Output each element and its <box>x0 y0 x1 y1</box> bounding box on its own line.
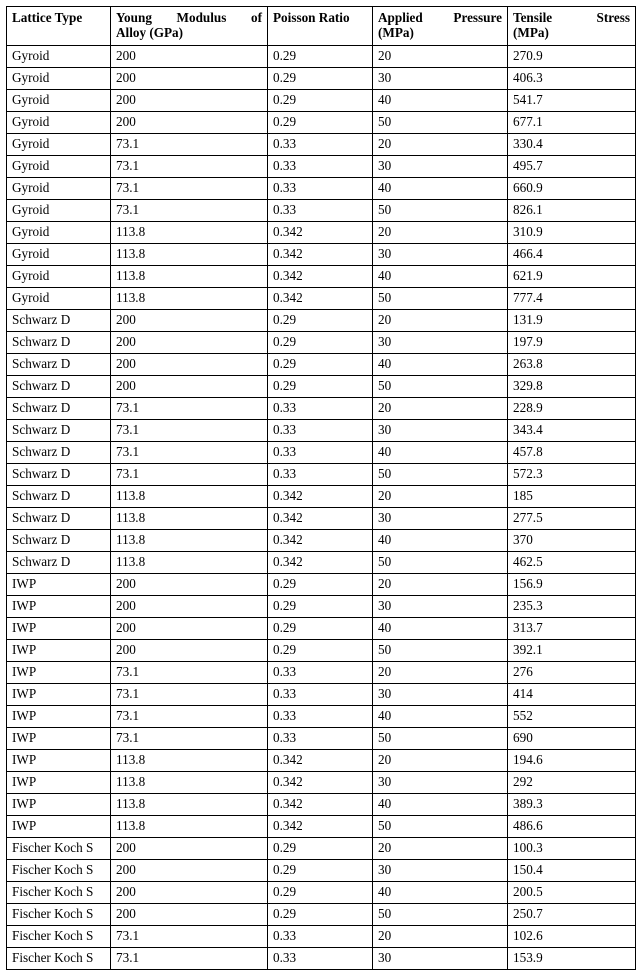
cell-lattice-type: Schwarz D <box>7 464 111 486</box>
cell-lattice-type: Fischer Koch S <box>7 904 111 926</box>
cell-lattice-type: Schwarz D <box>7 420 111 442</box>
cell-poisson-ratio: 0.29 <box>268 640 373 662</box>
table-row <box>7 354 636 376</box>
cell-applied-pressure: 20 <box>373 222 508 244</box>
cell-young-modulus: 200 <box>111 596 268 618</box>
cell-young-modulus: 200 <box>111 112 268 134</box>
cell-applied-pressure: 40 <box>373 266 508 288</box>
cell-tensile-stress: 389.3 <box>508 794 636 816</box>
cell-applied-pressure: 50 <box>373 200 508 222</box>
cell-young-modulus: 73.1 <box>111 926 268 948</box>
cell-tensile-stress: 370 <box>508 530 636 552</box>
cell-poisson-ratio: 0.342 <box>268 486 373 508</box>
cell-applied-pressure: 30 <box>373 156 508 178</box>
table-row <box>7 750 636 772</box>
cell-young-modulus: 113.8 <box>111 508 268 530</box>
cell-tensile-stress: 194.6 <box>508 750 636 772</box>
cell-tensile-stress: 277.5 <box>508 508 636 530</box>
cell-poisson-ratio: 0.29 <box>268 46 373 68</box>
cell-lattice-type: IWP <box>7 794 111 816</box>
cell-young-modulus: 73.1 <box>111 156 268 178</box>
cell-tensile-stress: 156.9 <box>508 574 636 596</box>
cell-applied-pressure: 50 <box>373 640 508 662</box>
cell-tensile-stress: 197.9 <box>508 332 636 354</box>
cell-lattice-type: IWP <box>7 728 111 750</box>
cell-applied-pressure: 40 <box>373 530 508 552</box>
cell-lattice-type: IWP <box>7 640 111 662</box>
cell-tensile-stress: 392.1 <box>508 640 636 662</box>
cell-lattice-type: Schwarz D <box>7 508 111 530</box>
cell-lattice-type: Fischer Koch S <box>7 860 111 882</box>
cell-poisson-ratio: 0.29 <box>268 354 373 376</box>
cell-lattice-type: Schwarz D <box>7 376 111 398</box>
cell-tensile-stress: 100.3 <box>508 838 636 860</box>
cell-applied-pressure: 30 <box>373 948 508 970</box>
header-row <box>7 7 636 46</box>
cell-poisson-ratio: 0.29 <box>268 882 373 904</box>
cell-young-modulus: 113.8 <box>111 530 268 552</box>
cell-applied-pressure: 50 <box>373 904 508 926</box>
table-row <box>7 816 636 838</box>
cell-young-modulus: 200 <box>111 838 268 860</box>
cell-lattice-type: IWP <box>7 596 111 618</box>
cell-applied-pressure: 40 <box>373 794 508 816</box>
cell-poisson-ratio: 0.342 <box>268 244 373 266</box>
cell-young-modulus: 113.8 <box>111 266 268 288</box>
table-row <box>7 178 636 200</box>
cell-young-modulus: 200 <box>111 882 268 904</box>
cell-young-modulus: 113.8 <box>111 244 268 266</box>
table-row <box>7 772 636 794</box>
cell-poisson-ratio: 0.29 <box>268 574 373 596</box>
cell-young-modulus: 113.8 <box>111 486 268 508</box>
cell-applied-pressure: 40 <box>373 178 508 200</box>
cell-lattice-type: IWP <box>7 574 111 596</box>
cell-tensile-stress: 310.9 <box>508 222 636 244</box>
cell-tensile-stress: 552 <box>508 706 636 728</box>
cell-young-modulus: 200 <box>111 90 268 112</box>
table-row <box>7 310 636 332</box>
cell-young-modulus: 113.8 <box>111 794 268 816</box>
cell-young-modulus: 73.1 <box>111 420 268 442</box>
cell-poisson-ratio: 0.29 <box>268 112 373 134</box>
table-row <box>7 574 636 596</box>
cell-poisson-ratio: 0.33 <box>268 728 373 750</box>
cell-young-modulus: 200 <box>111 618 268 640</box>
cell-applied-pressure: 50 <box>373 112 508 134</box>
cell-tensile-stress: 200.5 <box>508 882 636 904</box>
cell-applied-pressure: 40 <box>373 706 508 728</box>
cell-lattice-type: IWP <box>7 618 111 640</box>
cell-tensile-stress: 406.3 <box>508 68 636 90</box>
cell-applied-pressure: 40 <box>373 618 508 640</box>
data-table <box>6 6 636 970</box>
cell-tensile-stress: 660.9 <box>508 178 636 200</box>
table-row <box>7 46 636 68</box>
cell-applied-pressure: 30 <box>373 244 508 266</box>
table-row <box>7 442 636 464</box>
cell-applied-pressure: 40 <box>373 354 508 376</box>
cell-applied-pressure: 40 <box>373 882 508 904</box>
table-row <box>7 200 636 222</box>
table-row <box>7 244 636 266</box>
cell-applied-pressure: 40 <box>373 442 508 464</box>
cell-applied-pressure: 20 <box>373 750 508 772</box>
cell-applied-pressure: 20 <box>373 662 508 684</box>
table-row <box>7 706 636 728</box>
cell-poisson-ratio: 0.33 <box>268 662 373 684</box>
cell-applied-pressure: 30 <box>373 332 508 354</box>
table-row <box>7 156 636 178</box>
cell-applied-pressure: 50 <box>373 288 508 310</box>
table-row <box>7 640 636 662</box>
table-row <box>7 552 636 574</box>
cell-young-modulus: 200 <box>111 640 268 662</box>
cell-applied-pressure: 30 <box>373 596 508 618</box>
cell-lattice-type: Fischer Koch S <box>7 838 111 860</box>
cell-lattice-type: Gyroid <box>7 266 111 288</box>
cell-lattice-type: Gyroid <box>7 244 111 266</box>
cell-poisson-ratio: 0.33 <box>268 464 373 486</box>
table-body <box>7 46 636 970</box>
cell-poisson-ratio: 0.33 <box>268 134 373 156</box>
cell-young-modulus: 200 <box>111 860 268 882</box>
cell-young-modulus: 73.1 <box>111 728 268 750</box>
cell-lattice-type: Gyroid <box>7 288 111 310</box>
cell-poisson-ratio: 0.342 <box>268 222 373 244</box>
table-row <box>7 222 636 244</box>
cell-poisson-ratio: 0.33 <box>268 442 373 464</box>
cell-tensile-stress: 462.5 <box>508 552 636 574</box>
cell-young-modulus: 200 <box>111 68 268 90</box>
cell-tensile-stress: 292 <box>508 772 636 794</box>
table-header <box>7 7 636 46</box>
cell-poisson-ratio: 0.33 <box>268 926 373 948</box>
cell-applied-pressure: 30 <box>373 684 508 706</box>
table-row <box>7 134 636 156</box>
cell-lattice-type: Gyroid <box>7 156 111 178</box>
cell-young-modulus: 73.1 <box>111 178 268 200</box>
cell-lattice-type: IWP <box>7 706 111 728</box>
table-row <box>7 618 636 640</box>
cell-young-modulus: 73.1 <box>111 706 268 728</box>
cell-tensile-stress: 343.4 <box>508 420 636 442</box>
cell-young-modulus: 200 <box>111 354 268 376</box>
cell-young-modulus: 113.8 <box>111 288 268 310</box>
cell-lattice-type: IWP <box>7 750 111 772</box>
cell-applied-pressure: 50 <box>373 816 508 838</box>
cell-poisson-ratio: 0.29 <box>268 310 373 332</box>
table-row <box>7 508 636 530</box>
cell-lattice-type: IWP <box>7 662 111 684</box>
cell-applied-pressure: 50 <box>373 728 508 750</box>
cell-tensile-stress: 153.9 <box>508 948 636 970</box>
cell-tensile-stress: 131.9 <box>508 310 636 332</box>
cell-poisson-ratio: 0.33 <box>268 398 373 420</box>
cell-lattice-type: IWP <box>7 772 111 794</box>
cell-young-modulus: 113.8 <box>111 222 268 244</box>
cell-poisson-ratio: 0.29 <box>268 332 373 354</box>
cell-young-modulus: 113.8 <box>111 816 268 838</box>
cell-poisson-ratio: 0.342 <box>268 266 373 288</box>
cell-young-modulus: 200 <box>111 332 268 354</box>
cell-poisson-ratio: 0.33 <box>268 684 373 706</box>
cell-lattice-type: IWP <box>7 684 111 706</box>
cell-lattice-type: Schwarz D <box>7 530 111 552</box>
cell-young-modulus: 200 <box>111 574 268 596</box>
header-applied-pressure: Applied Pressure (MPa) <box>373 7 508 46</box>
cell-young-modulus: 73.1 <box>111 464 268 486</box>
cell-young-modulus: 73.1 <box>111 134 268 156</box>
cell-lattice-type: Schwarz D <box>7 354 111 376</box>
cell-applied-pressure: 20 <box>373 926 508 948</box>
cell-young-modulus: 200 <box>111 376 268 398</box>
cell-tensile-stress: 263.8 <box>508 354 636 376</box>
cell-applied-pressure: 50 <box>373 464 508 486</box>
cell-lattice-type: Gyroid <box>7 112 111 134</box>
cell-tensile-stress: 270.9 <box>508 46 636 68</box>
table-row <box>7 288 636 310</box>
table-row <box>7 926 636 948</box>
cell-poisson-ratio: 0.29 <box>268 904 373 926</box>
cell-young-modulus: 73.1 <box>111 684 268 706</box>
cell-tensile-stress: 541.7 <box>508 90 636 112</box>
cell-poisson-ratio: 0.342 <box>268 794 373 816</box>
cell-lattice-type: Gyroid <box>7 46 111 68</box>
cell-poisson-ratio: 0.29 <box>268 860 373 882</box>
table-row <box>7 838 636 860</box>
cell-poisson-ratio: 0.342 <box>268 816 373 838</box>
table-row <box>7 398 636 420</box>
cell-tensile-stress: 329.8 <box>508 376 636 398</box>
cell-tensile-stress: 228.9 <box>508 398 636 420</box>
cell-tensile-stress: 102.6 <box>508 926 636 948</box>
cell-poisson-ratio: 0.29 <box>268 376 373 398</box>
table-row <box>7 530 636 552</box>
cell-tensile-stress: 777.4 <box>508 288 636 310</box>
table-row <box>7 596 636 618</box>
cell-young-modulus: 113.8 <box>111 772 268 794</box>
cell-tensile-stress: 313.7 <box>508 618 636 640</box>
cell-lattice-type: Gyroid <box>7 178 111 200</box>
cell-tensile-stress: 414 <box>508 684 636 706</box>
cell-young-modulus: 73.1 <box>111 662 268 684</box>
cell-tensile-stress: 486.6 <box>508 816 636 838</box>
table-row <box>7 882 636 904</box>
table-row <box>7 376 636 398</box>
cell-lattice-type: Fischer Koch S <box>7 948 111 970</box>
cell-young-modulus: 200 <box>111 46 268 68</box>
cell-poisson-ratio: 0.29 <box>268 838 373 860</box>
cell-lattice-type: Gyroid <box>7 90 111 112</box>
cell-poisson-ratio: 0.33 <box>268 156 373 178</box>
cell-applied-pressure: 20 <box>373 486 508 508</box>
table-row <box>7 486 636 508</box>
cell-tensile-stress: 276 <box>508 662 636 684</box>
header-poisson-ratio: Poisson Ratio <box>268 7 373 46</box>
cell-tensile-stress: 677.1 <box>508 112 636 134</box>
table-row <box>7 266 636 288</box>
header-tensile-stress: Tensile Stress (MPa) <box>508 7 636 46</box>
cell-young-modulus: 200 <box>111 904 268 926</box>
cell-young-modulus: 113.8 <box>111 552 268 574</box>
cell-poisson-ratio: 0.29 <box>268 618 373 640</box>
cell-young-modulus: 73.1 <box>111 948 268 970</box>
table-row <box>7 68 636 90</box>
cell-applied-pressure: 20 <box>373 134 508 156</box>
cell-lattice-type: Fischer Koch S <box>7 926 111 948</box>
cell-applied-pressure: 50 <box>373 376 508 398</box>
cell-applied-pressure: 20 <box>373 398 508 420</box>
cell-young-modulus: 73.1 <box>111 398 268 420</box>
cell-applied-pressure: 20 <box>373 46 508 68</box>
cell-tensile-stress: 621.9 <box>508 266 636 288</box>
table-row <box>7 112 636 134</box>
cell-applied-pressure: 30 <box>373 68 508 90</box>
table-row <box>7 860 636 882</box>
table-row <box>7 728 636 750</box>
cell-applied-pressure: 20 <box>373 574 508 596</box>
cell-applied-pressure: 40 <box>373 90 508 112</box>
cell-poisson-ratio: 0.33 <box>268 178 373 200</box>
cell-applied-pressure: 30 <box>373 860 508 882</box>
cell-tensile-stress: 690 <box>508 728 636 750</box>
cell-tensile-stress: 826.1 <box>508 200 636 222</box>
cell-lattice-type: Schwarz D <box>7 398 111 420</box>
cell-applied-pressure: 20 <box>373 838 508 860</box>
cell-lattice-type: Schwarz D <box>7 442 111 464</box>
cell-poisson-ratio: 0.33 <box>268 200 373 222</box>
table-row <box>7 904 636 926</box>
table-row <box>7 464 636 486</box>
cell-tensile-stress: 572.3 <box>508 464 636 486</box>
cell-applied-pressure: 30 <box>373 508 508 530</box>
cell-young-modulus: 113.8 <box>111 750 268 772</box>
cell-applied-pressure: 20 <box>373 310 508 332</box>
cell-lattice-type: Schwarz D <box>7 552 111 574</box>
cell-lattice-type: Fischer Koch S <box>7 882 111 904</box>
cell-tensile-stress: 235.3 <box>508 596 636 618</box>
cell-applied-pressure: 30 <box>373 420 508 442</box>
table-row <box>7 684 636 706</box>
cell-lattice-type: Gyroid <box>7 200 111 222</box>
cell-poisson-ratio: 0.342 <box>268 288 373 310</box>
cell-poisson-ratio: 0.29 <box>268 68 373 90</box>
header-lattice-type: Lattice Type <box>7 7 111 46</box>
table-row <box>7 420 636 442</box>
cell-tensile-stress: 250.7 <box>508 904 636 926</box>
cell-lattice-type: Schwarz D <box>7 332 111 354</box>
cell-lattice-type: Gyroid <box>7 68 111 90</box>
table-row <box>7 794 636 816</box>
cell-lattice-type: Schwarz D <box>7 486 111 508</box>
cell-poisson-ratio: 0.342 <box>268 552 373 574</box>
cell-young-modulus: 200 <box>111 310 268 332</box>
cell-tensile-stress: 330.4 <box>508 134 636 156</box>
cell-tensile-stress: 150.4 <box>508 860 636 882</box>
cell-tensile-stress: 495.7 <box>508 156 636 178</box>
cell-lattice-type: Gyroid <box>7 222 111 244</box>
cell-lattice-type: IWP <box>7 816 111 838</box>
table-row <box>7 662 636 684</box>
cell-poisson-ratio: 0.342 <box>268 530 373 552</box>
cell-poisson-ratio: 0.342 <box>268 750 373 772</box>
cell-poisson-ratio: 0.29 <box>268 596 373 618</box>
cell-tensile-stress: 466.4 <box>508 244 636 266</box>
cell-tensile-stress: 185 <box>508 486 636 508</box>
cell-young-modulus: 73.1 <box>111 200 268 222</box>
cell-poisson-ratio: 0.342 <box>268 508 373 530</box>
cell-applied-pressure: 30 <box>373 772 508 794</box>
header-young-modulus: Young Modulus of Alloy (GPa) <box>111 7 268 46</box>
cell-applied-pressure: 50 <box>373 552 508 574</box>
cell-poisson-ratio: 0.33 <box>268 706 373 728</box>
cell-lattice-type: Schwarz D <box>7 310 111 332</box>
table-row <box>7 90 636 112</box>
cell-poisson-ratio: 0.342 <box>268 772 373 794</box>
cell-lattice-type: Gyroid <box>7 134 111 156</box>
table-row <box>7 948 636 970</box>
cell-tensile-stress: 457.8 <box>508 442 636 464</box>
cell-poisson-ratio: 0.29 <box>268 90 373 112</box>
cell-poisson-ratio: 0.33 <box>268 420 373 442</box>
cell-poisson-ratio: 0.33 <box>268 948 373 970</box>
table-row <box>7 332 636 354</box>
cell-young-modulus: 73.1 <box>111 442 268 464</box>
